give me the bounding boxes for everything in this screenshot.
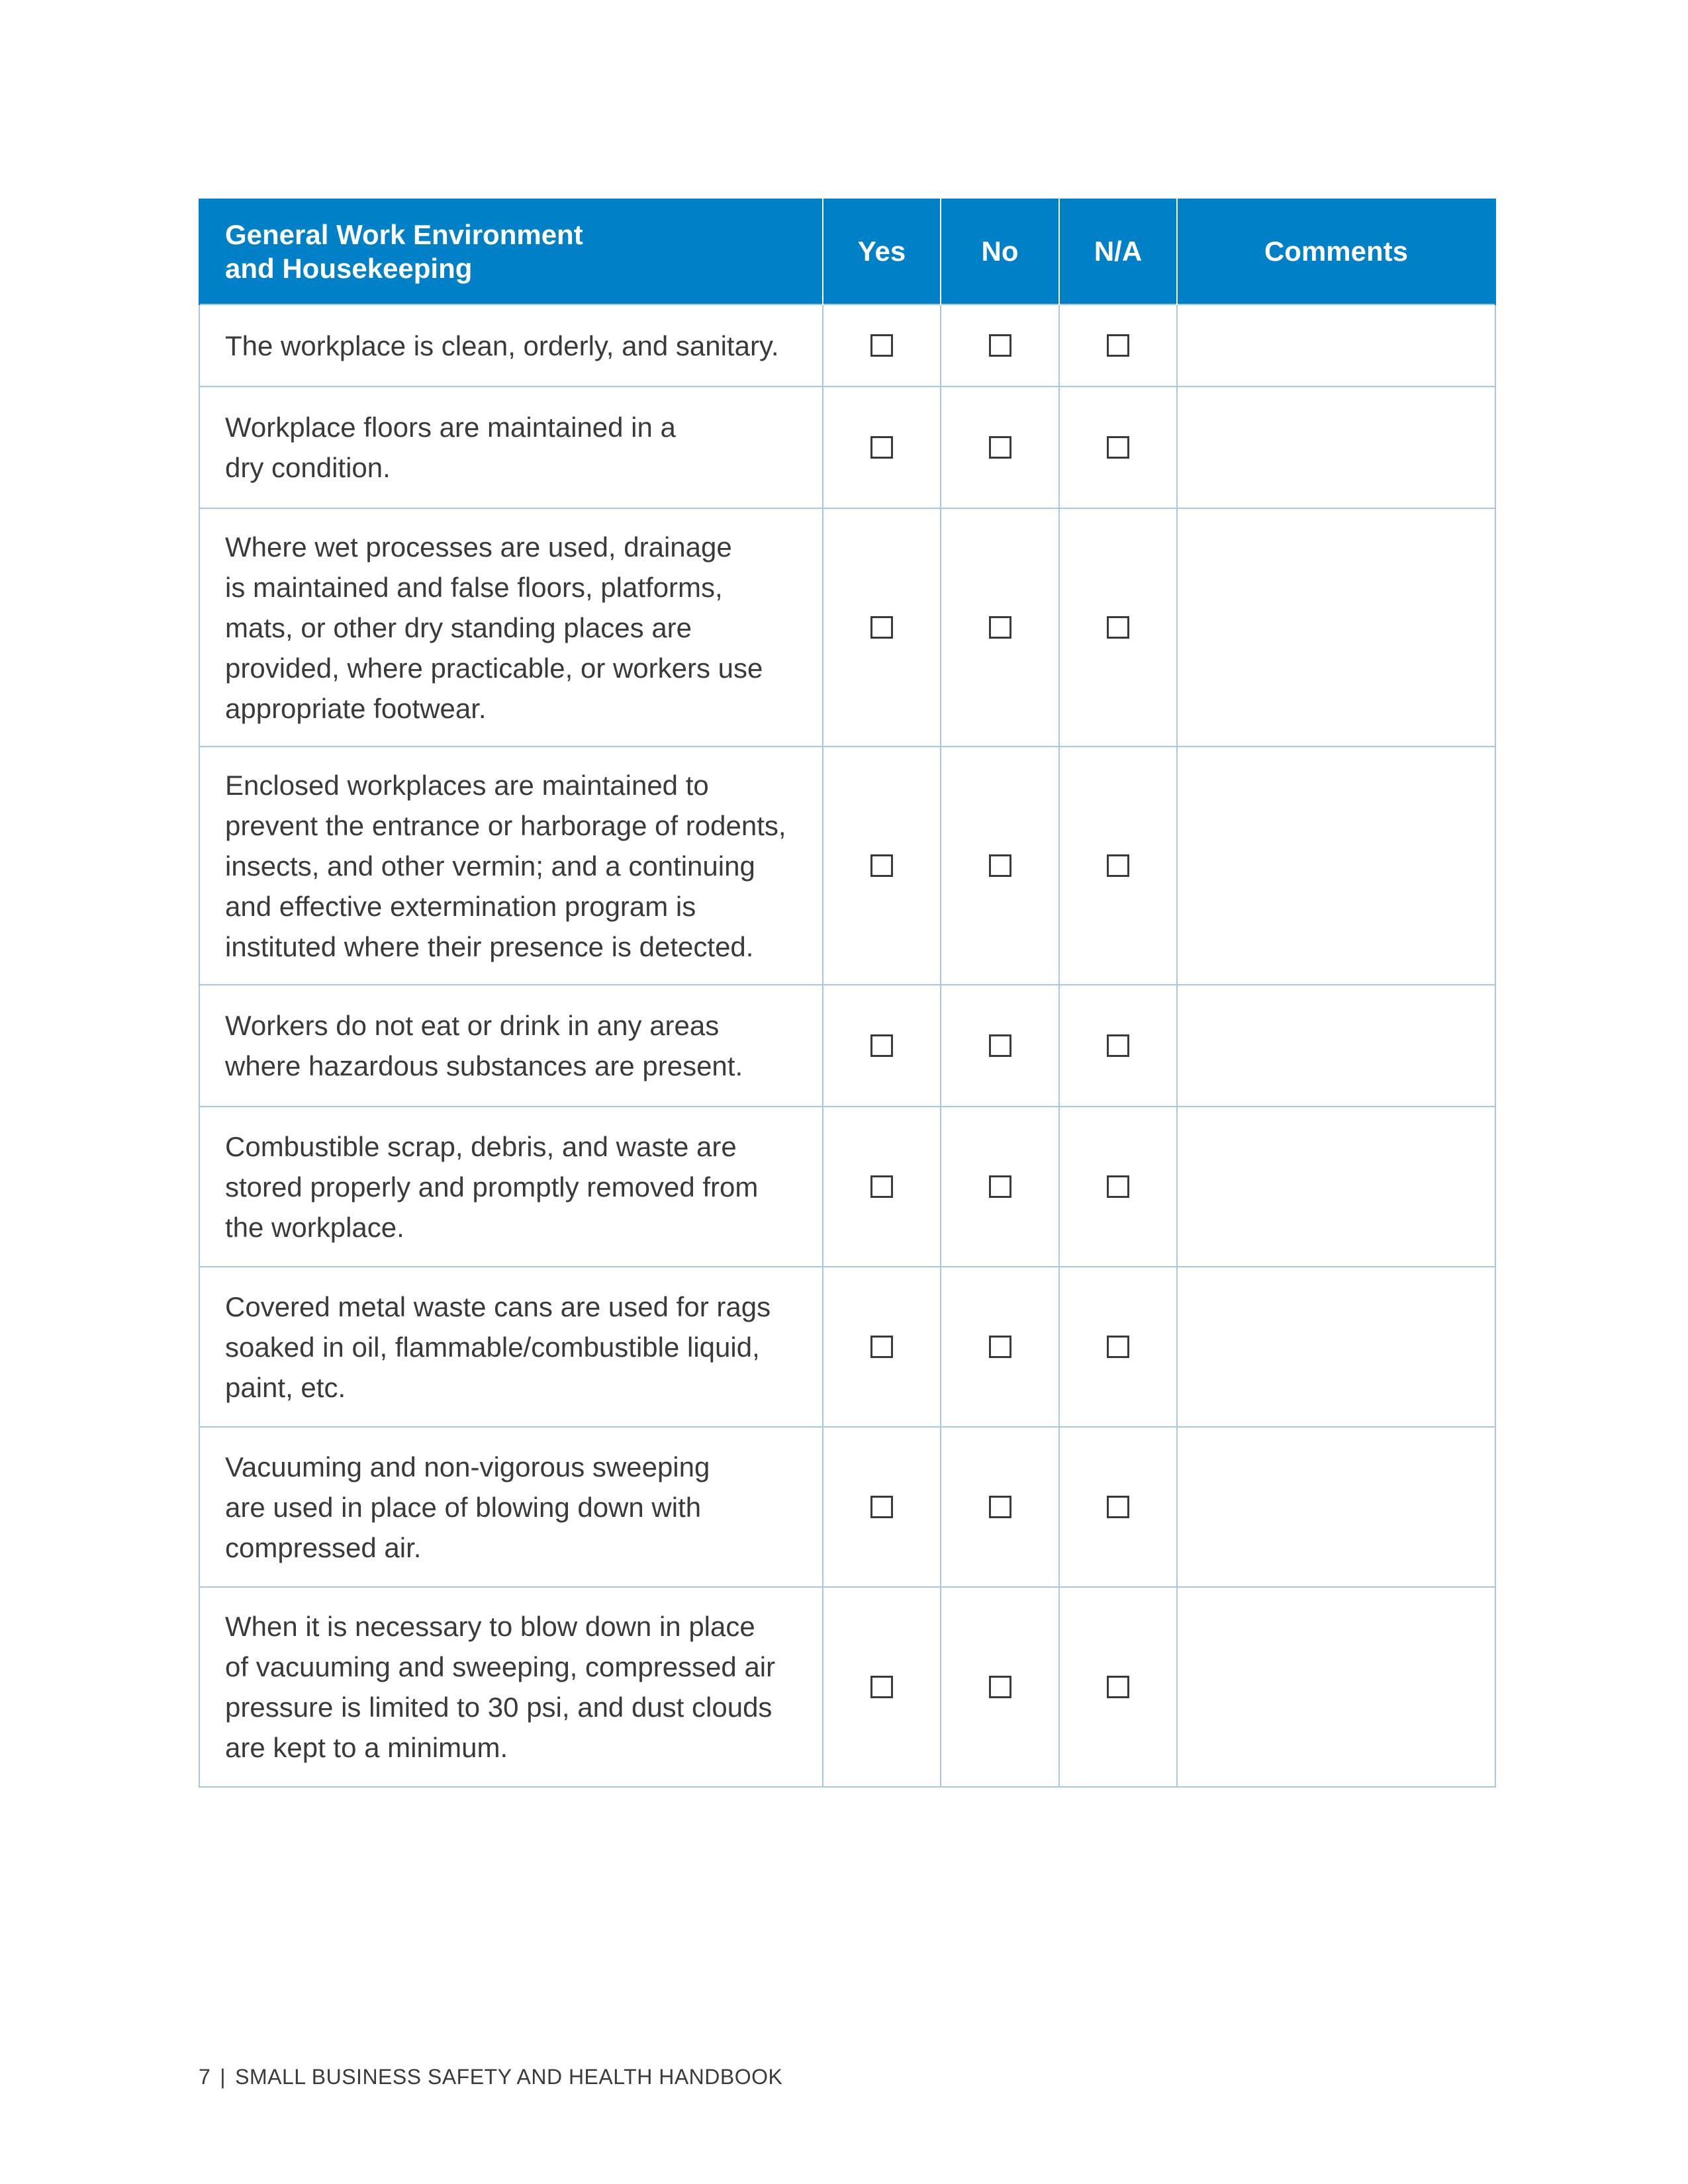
- checklist-item-line: Vacuuming and non-vigorous sweeping: [225, 1451, 710, 1482]
- checklist-item-line: Combustible scrap, debris, and waste are: [225, 1130, 737, 1162]
- checklist-row: [199, 1587, 1495, 1787]
- checklist-item-text: [199, 747, 823, 985]
- na-checkbox[interactable]: [1107, 1336, 1129, 1358]
- checklist-item-text: [199, 1107, 823, 1267]
- na-checkbox[interactable]: [1107, 616, 1129, 639]
- checklist-item-line: soaked in oil, flammable/combustible liquid,: [225, 1331, 760, 1363]
- checklist-item-line: compressed air.: [225, 1531, 422, 1563]
- checklist-item-line: mats, or other dry standing places are: [225, 612, 692, 643]
- na-cell: [1059, 1427, 1177, 1587]
- checklist-item-line: prevent the entrance or harborage of rodents,: [225, 809, 786, 841]
- na-checkbox[interactable]: [1107, 436, 1129, 459]
- yes-checkbox[interactable]: [870, 854, 893, 877]
- yes-cell: [823, 387, 941, 508]
- checklist-item-line: Covered metal waste cans are used for rags: [225, 1291, 771, 1322]
- checklist-item-line: paint, etc.: [225, 1371, 346, 1403]
- checklist-item-line: the workplace.: [225, 1211, 404, 1243]
- checklist-item-text: [199, 1267, 823, 1427]
- no-cell: [941, 747, 1059, 985]
- checklist-item-line: dry condition.: [225, 452, 391, 483]
- checklist-item-line: stored properly and promptly removed from: [225, 1171, 759, 1203]
- yes-checkbox[interactable]: [870, 334, 893, 357]
- comments-cell[interactable]: [1177, 508, 1495, 747]
- comments-cell[interactable]: [1177, 747, 1495, 985]
- page-number: 7: [199, 2065, 211, 2089]
- checklist-row: [199, 747, 1495, 985]
- yes-cell: [823, 1587, 941, 1787]
- checklist-row: [199, 304, 1495, 387]
- checklist-item-text: [199, 387, 823, 508]
- checklist-item-text: [199, 304, 823, 387]
- no-checkbox[interactable]: [989, 334, 1011, 357]
- no-cell: [941, 1587, 1059, 1787]
- checklist-row: [199, 387, 1495, 508]
- checklist-item-text: [199, 508, 823, 747]
- yes-column-header: Yes: [823, 199, 941, 304]
- section-title-line-2: and Housekeeping: [225, 252, 473, 284]
- checklist-item-text: [199, 1587, 823, 1787]
- comments-cell[interactable]: [1177, 1587, 1495, 1787]
- comments-cell[interactable]: [1177, 387, 1495, 508]
- yes-cell: [823, 304, 941, 387]
- checklist-item-line: of vacuuming and sweeping, compressed air: [225, 1651, 776, 1682]
- no-checkbox[interactable]: [989, 1336, 1011, 1358]
- yes-cell: [823, 985, 941, 1107]
- checklist-item-line: insects, and other vermin; and a continuing: [225, 850, 755, 882]
- checklist-item-line: pressure is limited to 30 psi, and dust clouds: [225, 1692, 773, 1723]
- checklist-item-line: When it is necessary to blow down in place: [225, 1611, 755, 1642]
- yes-checkbox[interactable]: [870, 616, 893, 639]
- footer-separator: |: [220, 2065, 226, 2089]
- yes-cell: [823, 1267, 941, 1427]
- no-cell: [941, 304, 1059, 387]
- na-checkbox[interactable]: [1107, 1676, 1129, 1698]
- no-cell: [941, 1427, 1059, 1587]
- yes-checkbox[interactable]: [870, 1676, 893, 1698]
- comments-cell[interactable]: [1177, 304, 1495, 387]
- section-title-header: [199, 199, 823, 304]
- no-checkbox[interactable]: [989, 1496, 1011, 1518]
- checklist-item-line: are used in place of blowing down with: [225, 1491, 702, 1523]
- no-checkbox[interactable]: [989, 616, 1011, 639]
- checklist-item-text: [199, 1427, 823, 1587]
- no-column-header: No: [941, 199, 1059, 304]
- checklist-item-line: are kept to a minimum.: [225, 1732, 508, 1763]
- comments-column-header: Comments: [1177, 199, 1495, 304]
- na-checkbox[interactable]: [1107, 1496, 1129, 1518]
- yes-checkbox[interactable]: [870, 1496, 893, 1518]
- no-checkbox[interactable]: [989, 1676, 1011, 1698]
- section-title-line-1: General Work Environment: [225, 218, 583, 250]
- yes-cell: [823, 508, 941, 747]
- no-cell: [941, 1267, 1059, 1427]
- checklist-body: [199, 304, 1495, 1787]
- na-checkbox[interactable]: [1107, 1034, 1129, 1057]
- checklist-table: [199, 199, 1496, 1788]
- footer-title: SMALL BUSINESS SAFETY AND HEALTH HANDBOOK: [235, 2065, 783, 2089]
- na-cell: [1059, 1267, 1177, 1427]
- checklist-item-line: provided, where practicable, or workers use: [225, 652, 763, 684]
- no-cell: [941, 985, 1059, 1107]
- checklist-header: [199, 199, 1495, 304]
- no-cell: [941, 1107, 1059, 1267]
- na-checkbox[interactable]: [1107, 334, 1129, 357]
- na-checkbox[interactable]: [1107, 1175, 1129, 1198]
- no-checkbox[interactable]: [989, 854, 1011, 877]
- na-checkbox[interactable]: [1107, 854, 1129, 877]
- no-checkbox[interactable]: [989, 1034, 1011, 1057]
- na-cell: [1059, 1107, 1177, 1267]
- yes-cell: [823, 1107, 941, 1267]
- comments-cell[interactable]: [1177, 1267, 1495, 1427]
- na-cell: [1059, 508, 1177, 747]
- na-cell: [1059, 1587, 1177, 1787]
- checklist-item-line: instituted where their presence is detected.: [225, 931, 754, 962]
- yes-checkbox[interactable]: [870, 1336, 893, 1358]
- yes-checkbox[interactable]: [870, 436, 893, 459]
- no-cell: [941, 387, 1059, 508]
- checklist-row: [199, 985, 1495, 1107]
- page-footer: [199, 2065, 782, 2089]
- checklist-item-line: where hazardous substances are present.: [225, 1050, 743, 1081]
- comments-cell[interactable]: [1177, 1107, 1495, 1267]
- checklist-item-line: The workplace is clean, orderly, and sanitary.: [225, 330, 779, 361]
- comments-cell[interactable]: [1177, 1427, 1495, 1587]
- checklist-item-line: Workers do not eat or drink in any areas: [225, 1010, 720, 1041]
- comments-cell[interactable]: [1177, 985, 1495, 1107]
- checklist-row: [199, 508, 1495, 747]
- na-cell: [1059, 747, 1177, 985]
- checklist-row: [199, 1107, 1495, 1267]
- checklist-row: [199, 1267, 1495, 1427]
- checklist-item-line: is maintained and false floors, platforms,: [225, 571, 723, 603]
- no-checkbox[interactable]: [989, 1175, 1011, 1198]
- checklist-row: [199, 1427, 1495, 1587]
- yes-cell: [823, 747, 941, 985]
- checklist-item-line: Workplace floors are maintained in a: [225, 412, 676, 443]
- checklist-item-text: [199, 985, 823, 1107]
- na-cell: [1059, 304, 1177, 387]
- checklist-item-line: Enclosed workplaces are maintained to: [225, 769, 709, 801]
- na-cell: [1059, 985, 1177, 1107]
- no-checkbox[interactable]: [989, 436, 1011, 459]
- na-column-header: N/A: [1059, 199, 1177, 304]
- yes-checkbox[interactable]: [870, 1034, 893, 1057]
- yes-cell: [823, 1427, 941, 1587]
- checklist-item-line: Where wet processes are used, drainage: [225, 531, 732, 563]
- no-cell: [941, 508, 1059, 747]
- checklist-item-line: and effective extermination program is: [225, 890, 696, 922]
- checklist-item-line: appropriate footwear.: [225, 692, 487, 724]
- yes-checkbox[interactable]: [870, 1175, 893, 1198]
- na-cell: [1059, 387, 1177, 508]
